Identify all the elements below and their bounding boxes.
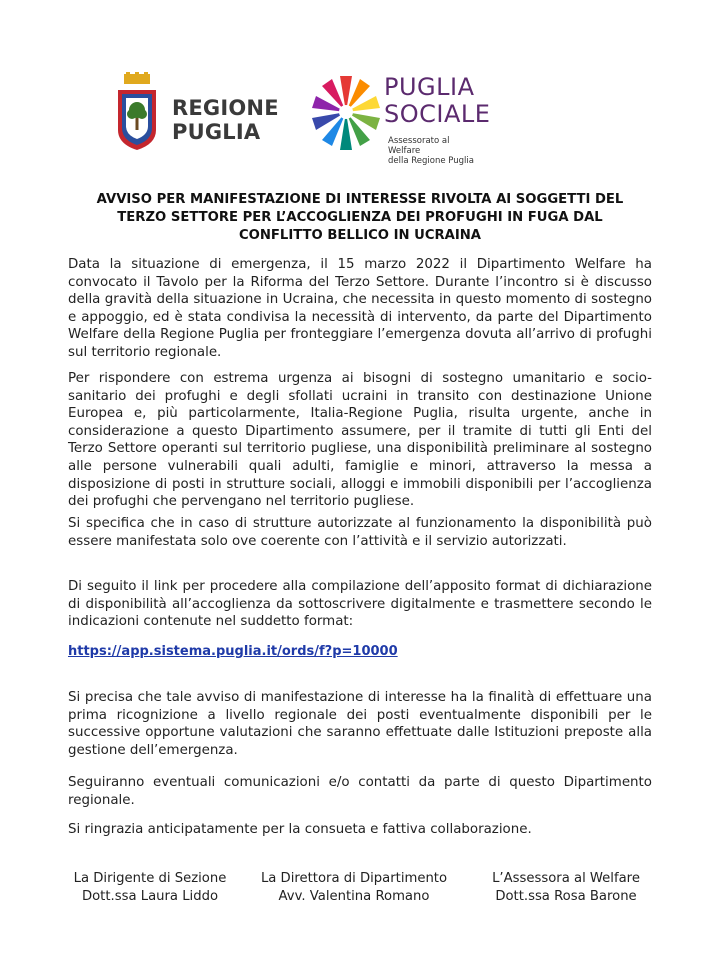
- paragraph-request: Per rispondere con estrema urgenza ai bisogni di sostegno umanitario e socio-sanitario dei profughi e degli sfollati ucraini in transito con destinazione Unione Europea e, più particolarmente, Italia-Regione Puglia, risulta urgente, anche in considerazione a questo Dipartimento assumere, per il tramite di tutti gli Enti del Terzo Settore operanti sul territorio pugliese, una disponibilità preliminare al sostegno alle persone vulnerabili quali adulti, famiglie e minori, attraverso la messa a disposizione di posti in strutture sociali, alloggi e immobili disponibili per l’accoglienza dei profughi che pervengano nel territorio pugliese.: [68, 371, 652, 510]
- puglia-sociale-line1: PUGLIA: [384, 73, 475, 101]
- signature-name: Dott.ssa Laura Liddo: [81, 888, 219, 904]
- puglia-sociale-line2: SOCIALE: [384, 100, 491, 128]
- signature-assessora: [480, 870, 652, 905]
- document-title: [60, 191, 660, 245]
- regione-puglia-wordmark: [172, 96, 279, 144]
- title-line-2: TERZO SETTORE PER L’ACCOGLIENZA DEI PROFUGHI IN FUGA DAL: [117, 210, 603, 225]
- regione-puglia-logo: [104, 72, 279, 152]
- paragraph-communications: Seguiranno eventuali comunicazioni e/o contatti da parte di questo Dipartimento regionale.: [68, 775, 652, 808]
- puglia-sociale-sub1: Assessorato al Welfare: [388, 136, 450, 156]
- title-line-3: CONFLITTO BELLICO IN UCRAINA: [238, 228, 482, 243]
- puglia-label: PUGLIA: [172, 120, 261, 144]
- puglia-sociale-flower-icon: [312, 66, 382, 162]
- letterhead: [104, 64, 491, 174]
- signature-direttora: [254, 870, 454, 905]
- regione-label: REGIONE: [172, 96, 279, 120]
- paragraph-thanks: Si ringrazia anticipatamente per la consueta e fattiva collaborazione.: [68, 822, 532, 837]
- signature-role: L’Assessora al Welfare: [492, 871, 640, 886]
- regione-puglia-shield-icon: [112, 72, 162, 152]
- puglia-sociale-subtitle: [388, 136, 482, 166]
- paragraph-specification: Si specifica che in caso di strutture autorizzate al funzionamento la disponibilità può essere manifestata solo ove coerente con l’attività e il servizio autorizzati.: [68, 516, 652, 549]
- puglia-sociale-wordmark: [384, 74, 490, 128]
- title-line-1: AVVISO PER MANIFESTAZIONE DI INTERESSE RIVOLTA AI SOGGETTI DEL: [96, 192, 624, 207]
- form-link[interactable]: https://app.sistema.puglia.it/ords/f?p=10000: [68, 644, 398, 659]
- signature-dirigente: [60, 870, 240, 905]
- puglia-sociale-sub2: della Regione Puglia: [388, 156, 474, 166]
- paragraph-purpose: Si precisa che tale avviso di manifestazione di interesse ha la finalità di effettuare una prima ricognizione a livello regionale dei posti eventualmente disponibili per le successive opportune valutazioni che saranno effettuate dalle Istituzioni preposte alla gestione dell’emergenza.: [68, 690, 652, 758]
- signature-role: La Direttora di Dipartimento: [260, 871, 448, 886]
- signature-name: Avv. Valentina Romano: [278, 888, 430, 904]
- puglia-sociale-logo: [312, 64, 491, 174]
- paragraph-intro: Data la situazione di emergenza, il 15 marzo 2022 il Dipartimento Welfare ha convocato il Tavolo per la Riforma del Terzo Settore. Durante l’incontro si è discusso della gravità della situazione in Ucraina, che necessita in questo momento di sostegno e appoggio, ed è stata condivisa la necessità di intervento, da parte del Dipartimento Welfare della Regione Puglia per fronteggiare l’emergenza dovuta all’arrivo di profughi sul territorio regionale.: [68, 257, 652, 360]
- paragraph-link-instructions: Di seguito il link per procedere alla compilazione dell’apposito format di dichiarazione di disponibilità all’accoglienza da sottoscrivere digitalmente e trasmettere secondo le indicazioni contenute nel suddetto format:: [68, 579, 652, 630]
- signature-name: Dott.ssa Rosa Barone: [495, 888, 637, 904]
- signature-role: La Dirigente di Sezione: [73, 871, 227, 886]
